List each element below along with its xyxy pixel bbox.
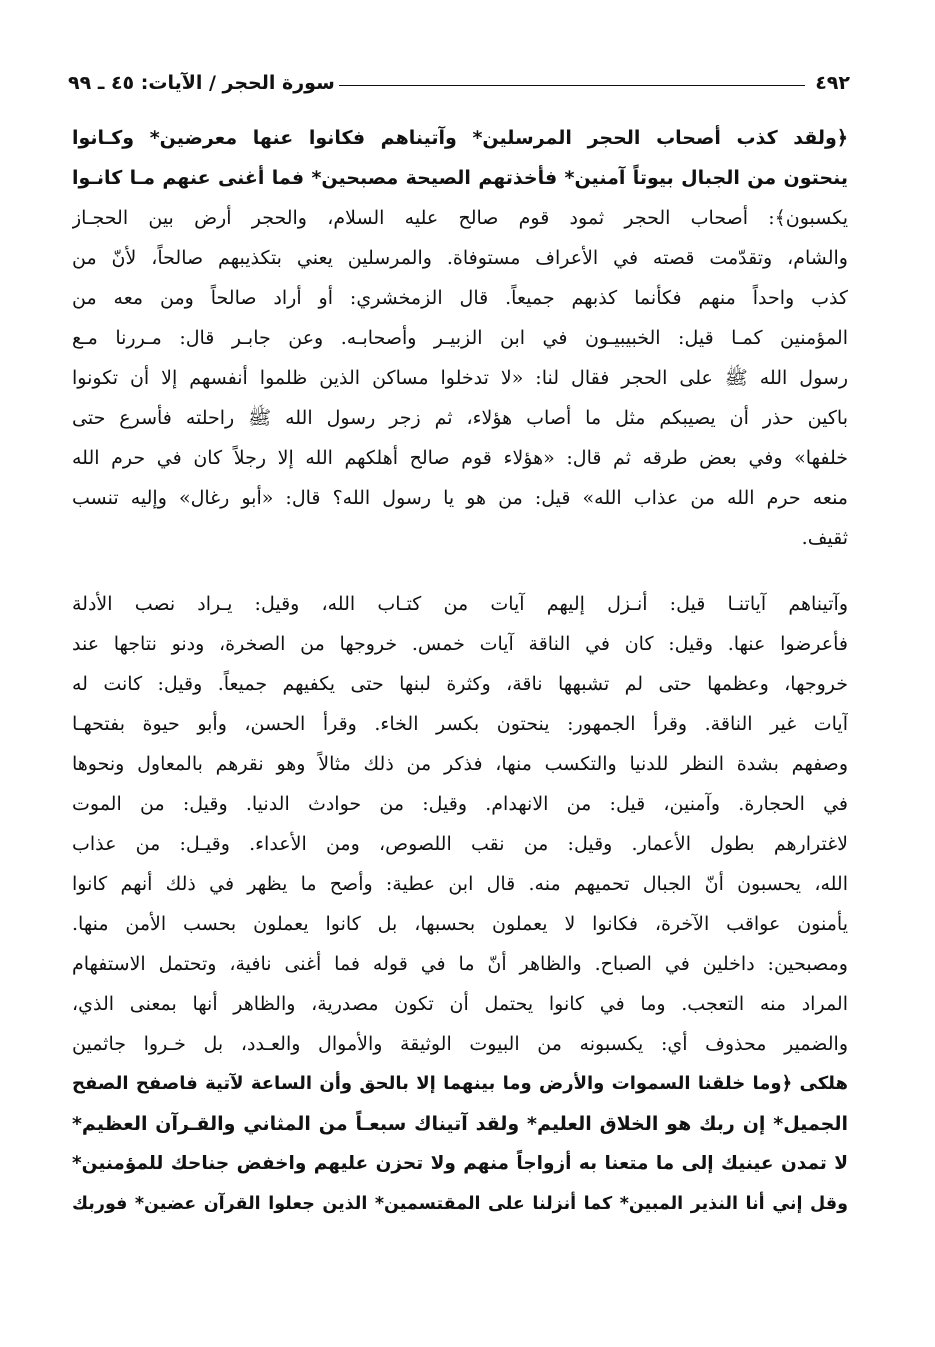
text-line: ومصبحين: داخلين في الصباح. والظاهر أنّ ما في قوله فما أغنى نافية، وتحتمل الاستفهام <box>72 953 848 975</box>
header-rule <box>339 85 805 86</box>
text-line: ثقيف. <box>801 527 848 549</box>
text-line: في الحجارة. وآمنين، قيل: من الانهدام. وقيل: من حوادث الدنيا. وقيل: من الموت <box>72 793 848 815</box>
page-number: ٤٩٢ <box>815 72 850 94</box>
text-line: كذب واحداً منهم فكأنما كذبهم جميعاً. قال الزمخشري: أو أراد صالحاً ومن معه من <box>72 287 848 309</box>
text-line: يكسبون﴾: أصحاب الحجر ثمود قوم صالح عليه السلام، والحجر أرض بين الحجـاز <box>72 207 848 229</box>
header-title: سورة الحجر / الآيات: ٤٥ ـ ٩٩ <box>68 72 335 94</box>
text-line: باكين حذر أن يصيبكم مثل ما أصاب هؤلاء، ثم زجر رسول الله ﷺ راحلته فأسرع حتى <box>72 407 848 429</box>
text-line: خلفها» وفي بعض طرقه ثم قال: «هؤلاء قوم صالح أهلكهم الله إلا رجلاً كان في حرم الله <box>72 447 848 469</box>
text-line: وآتيناهم آياتنـا قيل: أنـزل إليهم آيات من كتـاب الله، وقيل: يـراد نصب الأدلة <box>72 593 848 615</box>
paragraph-gap <box>72 558 848 584</box>
paragraph-1 <box>72 118 848 558</box>
quran-verse-line: ﴿ولقد كذب أصحاب الحجر المرسلين* وآتيناهم فكانوا عنها معرضين* وكـانوا <box>72 127 848 149</box>
text-line: المراد منه التعجب. وما في كانوا يحتمل أن تكون مصدرية، والظاهر أنها بمعنى الذي، <box>72 993 848 1015</box>
page-header <box>68 58 850 94</box>
text-line: المؤمنين كمـا قيل: الخبيبيـون في ابن الزبيـر وأصحابـه. وعن جابـر قال: مـررنا مـع <box>72 327 848 349</box>
quran-verse-line: الجميل* إن ربك هو الخلاق العليم* ولقد آتيناك سبعـاً من المثاني والقـرآن العظيم* <box>72 1113 848 1135</box>
paragraph-2 <box>72 584 848 1224</box>
quran-verse-line: ينحتون من الجبال بيوتاً آمنين* فأخذتهم الصيحة مصبحين* فما أغنى عنهم مـا كانـوا <box>72 167 848 189</box>
text-line: منعه حرم الله من عذاب الله» قيل: من هو يا رسول الله؟ قال: «أبو رغال» وإليه تنسب <box>72 487 848 509</box>
text-line: آيات غير الناقة. وقرأ الجمهور: ينحتون بكسر الخاء. وقرأ الحسن، وأبو حيوة بفتحهـا <box>72 713 848 735</box>
quran-verse-line: هلكى ﴿وما خلقنا السموات والأرض وما بينهما إلا بالحق وأن الساعة لآتية فاصفح الصفح <box>72 1073 848 1094</box>
text-line: رسول الله ﷺ على الحجر فقال لنا: «لا تدخلوا مساكن الذين ظلموا أنفسهم إلا أن تكونوا <box>72 367 848 389</box>
body-text <box>72 118 848 1224</box>
text-line: فأعرضوا عنها. وقيل: كان في الناقة آيات خمس. خروجها من الصخرة، ودنو نتاجها عند <box>72 633 848 655</box>
text-line: خروجها، وعظمها حتى لم تشبهها ناقة، وكثرة لبنها حتى يكفيهم جميعاً. وقيل: كانت له <box>72 673 848 695</box>
quran-verse-line: وقل إني أنا النذير المبين* كما أنزلنا على المقتسمين* الذين جعلوا القرآن عضين* فوربك <box>72 1194 848 1214</box>
text-line: الله، يحسبون أنّ الجبال تحميهم منه. قال ابن عطية: وأصح ما يظهر في ذلك أنهم كانوا <box>72 873 848 895</box>
text-line: والضمير محذوف أي: يكسبونه من البيوت الوثيقة والأموال والعـدد، بل خـروا جاثمين <box>72 1033 848 1055</box>
text-line: لاغترارهم بطول الأعمار. وقيل: من نقب اللصوص، ومن الأعداء. وقيـل: من عذاب <box>72 833 848 855</box>
text-line: يأمنون عواقب الآخرة، فكانوا لا يعملون بحسبها، بل كانوا يعملون بحسب الأمن منها. <box>72 913 848 935</box>
text-line: والشام، وتقدّمت قصته في الأعراف مستوفاة. والمرسلين يعني بتكذيبهم صالحاً، لأنّ من <box>72 247 848 269</box>
quran-verse-line: لا تمدن عينيك إلى ما متعنا به أزواجاً منهم ولا تحزن عليهم واخفض جناحك للمؤمنين* <box>72 1153 848 1174</box>
text-line: وصفهم بشدة النظر للدنيا والتكسب منها، فذكر من ذلك مثالاً وهو نقرهم بالمعاول ونحوها <box>72 753 848 775</box>
